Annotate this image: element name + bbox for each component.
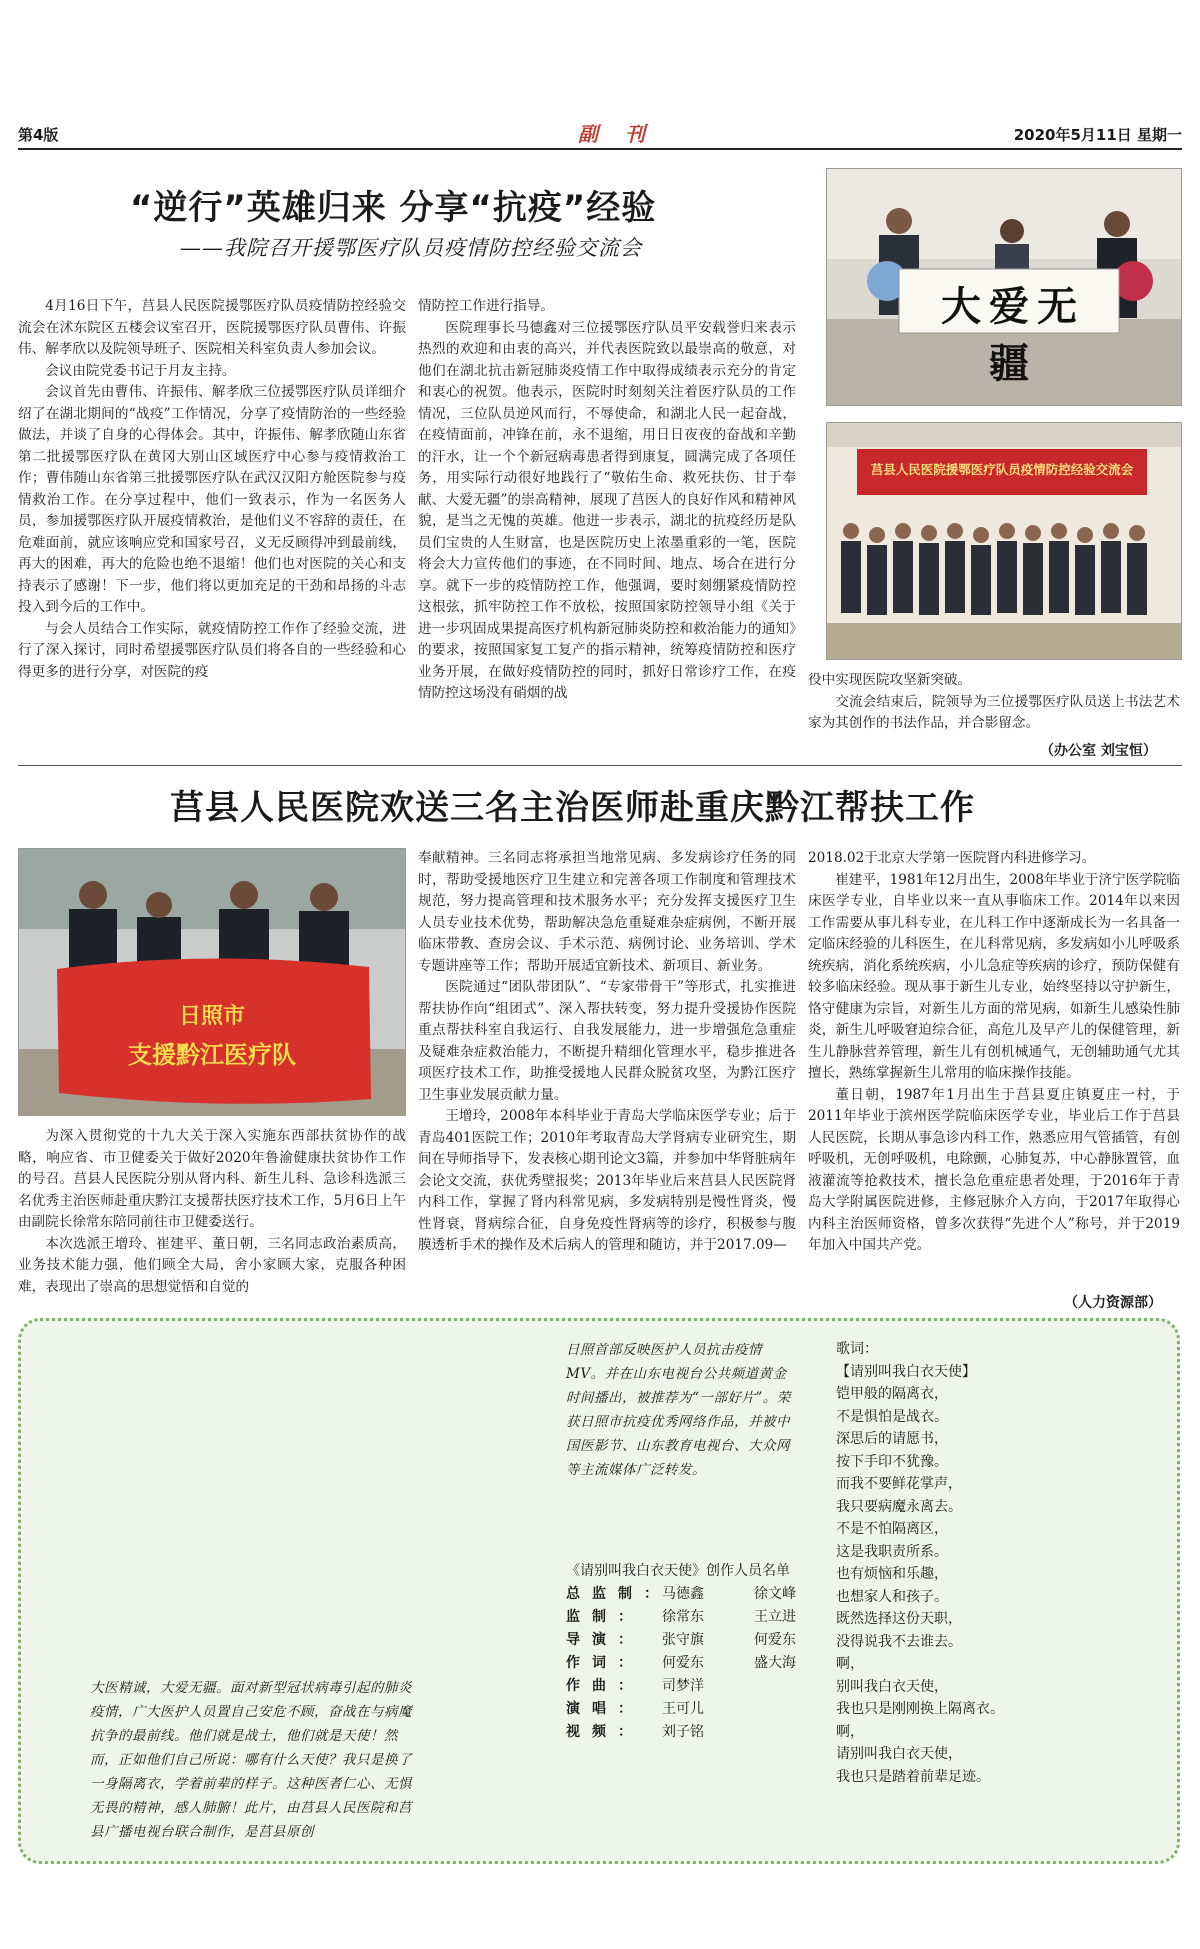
credit-name: 徐文峰 [754, 1586, 796, 1602]
credit-row [566, 1675, 792, 1698]
credit-row [566, 1721, 792, 1744]
credit-name: 马德鑫 [662, 1586, 704, 1602]
paragraph: 交流会结束后，院领导为三位援鄂医疗队员送上书法艺术家为其创作的书法作品，并合影留念。 [808, 693, 1180, 731]
photo-calligraphy-presentation [826, 168, 1182, 406]
credit-row [566, 1698, 792, 1721]
lyric-line: 不是不怕隔离区， [836, 1521, 948, 1537]
article1-title: “逆行”英雄归来 分享“抗疫”经验 [130, 188, 657, 228]
paragraph: 崔建平，1981年12月出生，2008年毕业于济宁医学院临床医学专业，自毕业以来一直从事临床工作。2014年以来因工作需要从事儿科专业，在儿科工作中逐渐成长为一名具备一定临床经验的儿科医生，在儿科常见病，多发病如小儿呼吸系统疾病，消化系统疾病，小儿急症等疾病的诊疗，预防保健有较多临床经验。现从事于新生儿专业，始终坚持以守护新生，恪守健康为宗旨，对新生儿方面的常见病，如新生儿感染性肺炎，新生儿呼吸窘迫综合征，高危儿及早产儿的保健管理，新生儿静脉营养管理，新生儿有创机械通气，无创辅助通气尤其擅长，熟练掌握新生儿常用的临床操作技能。 [808, 871, 1180, 1081]
credit-role: 演唱： [566, 1701, 644, 1717]
lyric-line: 而我不要鲜花掌声， [836, 1476, 962, 1492]
credit-name: 徐常东 [662, 1609, 704, 1625]
lyric-line: 这是我职责所系。 [836, 1543, 948, 1560]
mv-intro-mid: 日照首部反映医护人员抗击疫情MV。并在山东电视台公共频道黄金时间播出，被推荐为“一部好片”。荣获日照市抗疫优秀网络作品，并被中国医影节、山东教育电视台、大众网等主流媒体广泛转发。 [566, 1342, 791, 1478]
header-rule [18, 148, 1182, 150]
lyrics-label: 歌词： [836, 1341, 878, 1357]
lyric-line: 我只要病魔永离去。 [836, 1498, 962, 1515]
credit-name: 盛大海 [754, 1655, 796, 1671]
credit-row [566, 1652, 796, 1675]
issue-date: 2020年5月11日 星期一 [1013, 126, 1182, 144]
paragraph: 医院通过“团队带团队”、“专家带骨干”等形式，扎实推进帮扶协作向“组团式”、深入帮扶转变，努力提升受援协作医院重点帮扶科室自我运行、自我发展能力，进一步增强危急重症及疑难杂症救治能力，不断提升精细化管理水平，稳步推进各项医疗技术工作，助推受援地人民群众脱贫攻坚，为黔江医疗卫生事业发展贡献力量。 [418, 979, 796, 1103]
calligraphy-text: 大爱无疆 [941, 283, 1085, 387]
article1-col1 [18, 296, 406, 683]
article2-col2 [418, 848, 796, 1257]
credit-row [566, 1583, 796, 1606]
credit-name: 何爱东 [662, 1655, 704, 1671]
mv-credits [566, 1560, 796, 1744]
photo-group-svg [827, 423, 1181, 659]
article1-col2 [418, 296, 796, 705]
lyric-line: 深思后的请愿书， [836, 1431, 948, 1447]
credit-role: 作曲： [566, 1678, 644, 1694]
article1-subtitle: ——我院召开援鄂医疗队员疫情防控经验交流会 [180, 236, 642, 260]
credit-name: 刘子铭 [662, 1724, 704, 1740]
section-name: 副 刊 [578, 122, 655, 146]
credit-role: 导演： [566, 1632, 644, 1648]
paragraph: 2018.02于北京大学第一医院肾内科进修学习。 [808, 850, 1096, 866]
article2-signature: （人力资源部） [1064, 1295, 1162, 1311]
article2-title: 莒县人民医院欢送三名主治医师赴重庆黔江帮扶工作 [170, 788, 975, 828]
lyric-line: 啊， [836, 1656, 864, 1672]
lyric-line: 啊， [836, 1723, 864, 1740]
lyric-line: 按下手印不犹豫。 [836, 1453, 948, 1470]
credit-name: 王可儿 [662, 1701, 704, 1717]
lyric-line: 既然选择这份天职， [836, 1611, 962, 1627]
credit-name: 司梦洋 [662, 1678, 704, 1694]
paragraph: 情防控工作进行指导。 [418, 298, 554, 314]
credit-name: 张守旗 [662, 1632, 704, 1648]
paragraph: 4月16日下午，莒县人民医院援鄂医疗队员疫情防控经验交流会在沭东院区五楼会议室召开，医院援鄂医疗队员曹伟、许振伟、解孝欣以及院领导班子、医院相关科室负责人参加会议。 [18, 298, 406, 357]
lyric-line: 别叫我白衣天使， [836, 1678, 948, 1695]
paragraph: 奉献精神。三名同志将承担当地常见病、多发病诊疗任务的同时，帮助受援地医疗卫生建立和完善各项工作制度和管理技术规范，努力提高管理和技术服务水平；充分发挥支援医疗卫生人员专业技术优势，帮助解决急危重疑难杂症病例，不断开展临床带教、查房会议、手术示范、病例讨论、业务培训、学术专题讲座等工作；帮助开展适宜新技术、新项目、新业务。 [418, 850, 796, 974]
lyric-line: 【请别叫我白衣天使】 [836, 1363, 976, 1380]
photo-aid-team [18, 848, 406, 1116]
lyric-line: 请别叫我白衣天使， [836, 1746, 962, 1762]
paragraph: 会议首先由曹伟、许振伟、解孝欣三位援鄂医疗队员详细介绍了在湖北期间的“战疫”工作情况，分享了疫情防治的一些经验做法，并谈了自身的心得体会。其中，许振伟、解孝欣随山东省第二批援鄂医疗队在黄冈大别山区域医疗中心参与疫情救治工作；曹伟随山东省第三批援鄂医疗队在武汉汉阳方舱医院参与疫情救治工作。在分享过程中，他们一致表示，作为一名医务人员，参加援鄂医疗队开展疫情救治，是他们义不容辞的责任，在危难面前，就应该响应党和国家号召，义无反顾得冲到最前线，再大的困难，再大的危险也绝不退缩！他们也对医院的关心和支持表示了感谢！下一步，他们将以更加充足的干劲和昂扬的斗志投入到今后的工作中。 [18, 384, 406, 615]
article2-col3 [808, 848, 1180, 1257]
lyric-line: 没得说我不去谁去。 [836, 1633, 962, 1650]
mv-intro-left: 大医精诚，大爱无疆。面对新型冠状病毒引起的肺炎疫情，广大医护人员置自己安危不顾，奋战在与病魔抗争的最前线。他们就是战士，他们就是天使！然而，正如他们自己所说：哪有什么天使？我只是换了一身隔离衣，学着前辈的样子。这种医者仁心、无惧无畏的精神，感人肺腑！此片，由莒县人民医院和莒县广播电视台联合制作，是莒县原创 [90, 1680, 412, 1840]
credit-name: 王立进 [754, 1609, 796, 1625]
credit-role: 总监制： [566, 1586, 670, 1602]
photo-aid-team-svg [19, 849, 405, 1115]
credit-role: 作词： [566, 1655, 644, 1671]
lyric-line: 我也只是踏着前辈足迹。 [836, 1768, 990, 1785]
mv-lyrics [836, 1338, 1136, 1788]
page-header [18, 118, 1182, 146]
lyric-line: 不是惧怕是战衣。 [836, 1408, 948, 1425]
paragraph: 本次选派王增玲、崔建平、董日朝，三名同志政治素质高，业务技术能力强，他们顾全大局，舍小家顾大家，克服各种困难，表现出了崇高的思想觉悟和自觉的 [18, 1235, 406, 1295]
article1-col3 [808, 670, 1180, 735]
lyric-line: 我也只是刚刚换上隔离衣。 [836, 1701, 1004, 1717]
photo-group-meeting [826, 422, 1182, 660]
article2-col1 [18, 1126, 406, 1298]
lyric-line: 也有烦恼和乐趣， [836, 1566, 948, 1582]
paragraph: 役中实现医院攻坚新突破。 [808, 672, 972, 688]
lyric-line: 铠甲般的隔离衣， [836, 1386, 948, 1402]
aid-banner-line2: 支援黔江医疗队 [128, 1041, 296, 1069]
lyric-line: 也想家人和孩子。 [836, 1588, 948, 1605]
paragraph: 王增玲，2008年本科毕业于青岛大学临床医学专业；后于青岛401医院工作；2010年考取青岛大学肾病专业研究生，期间在导师指导下，发表核心期刊论文3篇，并参加中华肾脏病年会论文交流，获优秀壁报奖；2013年毕业后来莒县人民医院肾内科工作，掌握了肾内科常见病，多发病特别是慢性肾炎，慢性肾衰，肾病综合征，自身免疫性肾病等的诊疗，积极参与腹膜透析手术的操作及术后病人的管理和随访，并于2017.09— [418, 1108, 796, 1253]
paragraph: 医院理事长马德鑫对三位援鄂医疗队员平安载誉归来表示热烈的欢迎和由衷的高兴，并代表医院致以最崇高的敬意，对他们在湖北抗击新冠肺炎疫情工作中取得成绩表示充分的肯定和衷心的祝贺。他表示，医院时时刻刻关注着医疗队员的工作情况，三位队员逆风而行，不辱使命，和湖北人民一起奋战，在疫情面前，冲锋在前，永不退缩，用日日夜夜的奋战和辛勤的汗水，让一个个新冠病毒患者得到康复，圆满完成了各项任务，用实际行动很好地践行了“敬佑生命、救死扶伤、甘于奉献、大爱无疆”的崇高精神，展现了莒医人的良好作风和精神风貌，是当之无愧的英雄。他进一步表示，湖北的抗疫经历是队员们宝贵的人生财富，也是医院历史上浓墨重彩的一笔，医院将会大力宣传他们的事迹，在不同时间、地点、场合在进行分享。就下一步的疫情防控工作，他强调，要时刻绷紧疫情防控这根弦，抓牢防控工作不放松，按照国家防控领导小组《关于进一步巩固成果提高医疗机构新冠肺炎防控和救治能力的通知》的要求，按照国家复工复产的指示精神，统筹疫情防控和医疗业务开展，在做好疫情防控的同时，抓好日常诊疗工作，在疫情防控这场没有硝烟的战 [418, 319, 796, 701]
credit-name: 何爱东 [754, 1632, 796, 1648]
credits-title: 《请别叫我白衣天使》创作人员名单 [566, 1563, 790, 1579]
paragraph: 董日朝，1987年1月出生于莒县夏庄镇夏庄一村，于2011年毕业于滨州医学院临床医学专业，毕业后工作于莒县人民医院，长期从事急诊内科工作，熟悉应用气管插管，有创呼吸机，无创呼吸机，电除颤，心肺复苏，中心静脉置管，血液灌流等抢救技术，擅长急危重症患者处理，于2016年于青岛大学附属医院进修，主修冠脉介入方向，于2017年取得心内科主治医师资格，曾多次获得“先进个人”称号，并于2019年加入中国共产党。 [808, 1086, 1180, 1253]
page-number: 第4版 [18, 126, 59, 144]
aid-banner-line1: 日照市 [178, 1004, 245, 1029]
article1-signature: （办公室 刘宝恒） [1040, 743, 1157, 759]
section-divider [18, 765, 1182, 766]
credit-row [566, 1606, 796, 1629]
paragraph: 与会人员结合工作实际，就疫情防控工作作了经验交流，进行了深入探讨，同时希望援鄂医疗队员们将各自的一些经验和心得更多的进行分享，对医院的疫 [18, 620, 406, 680]
credit-row [566, 1629, 796, 1652]
paragraph: 为深入贯彻党的十九大关于深入实施东西部扶贫协作的战略，响应省、市卫健委关于做好2020年鲁渝健康扶贫协作工作的号召。莒县人民医院分别从肾内科、新生儿科、急诊科选派三名优秀主治医师赴重庆黔江支援帮扶医疗技术工作，5月6日上午由副院长徐常东陪同前往市卫健委送行。 [18, 1128, 406, 1230]
credit-role: 监制： [566, 1609, 644, 1625]
paragraph: 会议由院党委书记于月友主持。 [45, 362, 236, 379]
group-banner-text: 莒县人民医院援鄂医疗队员疫情防控经验交流会 [870, 462, 1134, 477]
credit-role: 视频： [566, 1724, 644, 1740]
